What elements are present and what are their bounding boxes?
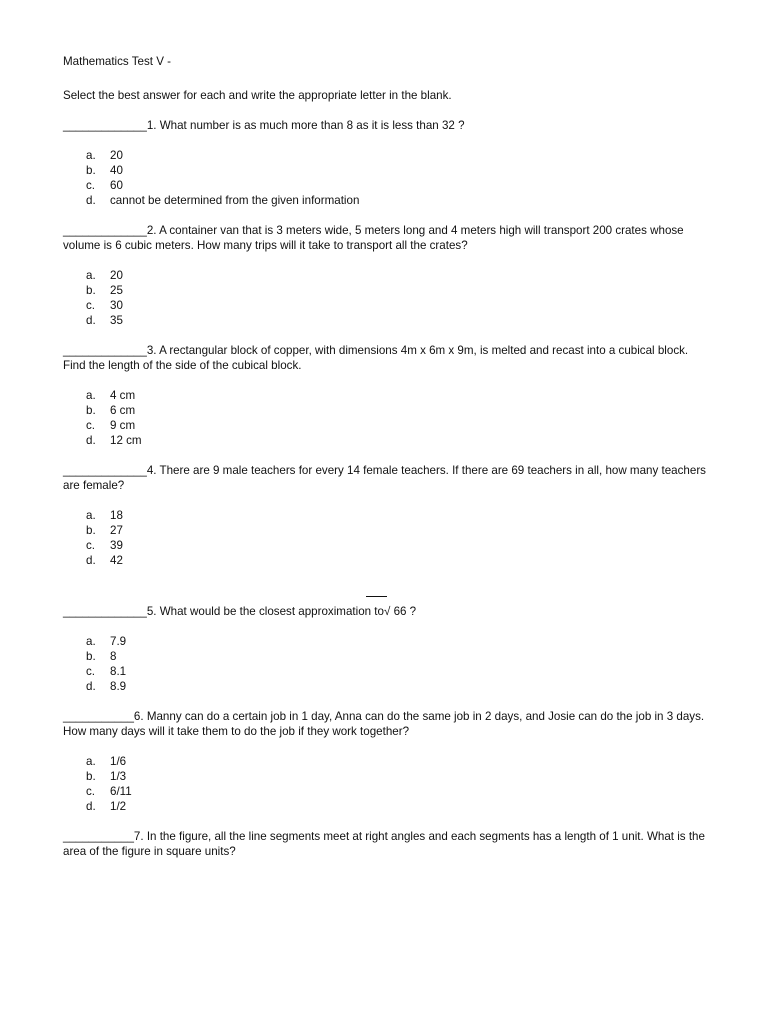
option-b: b. 40 [86, 164, 123, 177]
option-a: a. 20 [86, 149, 123, 162]
option-c: c. 60 [86, 179, 123, 192]
question-text: _____________5. What would be the closest approximation to√ 66 ? [63, 604, 713, 619]
option-c: c. 6/11 [86, 785, 132, 798]
option-b: b. 25 [86, 284, 123, 297]
question-text: _____________1. What number is as much more than 8 as it is less than 32 ? [63, 119, 465, 132]
option-c: c. 8.1 [86, 665, 127, 678]
option-c: c. 30 [86, 299, 123, 312]
question-2 [63, 223, 713, 328]
option-d: d. 42 [86, 554, 123, 567]
answer-options [63, 388, 713, 448]
option-a: a. 1/6 [86, 755, 127, 768]
question-text: ___________6. Manny can do a certain job in 1 day, Anna can do the same job in 2 days, and Josie can do the job in 3 days. How many days will it take them to do the job if they work together? [63, 710, 705, 738]
question-text: ___________7. In the figure, all the line segments meet at right angles and each segments has a length of 1 unit. What is the area of the figure in square units? [63, 830, 705, 858]
question-4 [63, 463, 713, 568]
question-5 [63, 604, 713, 694]
question-6 [63, 709, 713, 814]
question-7 [63, 829, 713, 859]
instructions: Select the best answer for each and write the appropriate letter in the blank. [63, 89, 452, 102]
option-b: b. 27 [86, 524, 123, 537]
answer-options [63, 754, 713, 814]
option-b: b. 6 cm [86, 404, 136, 417]
option-a: a. 18 [86, 509, 123, 522]
option-c: c. 9 cm [86, 419, 136, 432]
option-d: d. 12 cm [86, 434, 142, 447]
option-a: a. 4 cm [86, 389, 136, 402]
option-a: a. 20 [86, 269, 123, 282]
question-text: _____________4. There are 9 male teachers for every 14 female teachers. If there are 69 teachers in all, how many teachers are female? [63, 464, 706, 492]
test-title: Mathematics Test V - [63, 55, 172, 68]
answer-options [63, 508, 713, 568]
question-3 [63, 343, 713, 448]
answer-options [63, 634, 713, 694]
option-d: d. cannot be determined from the given information [86, 194, 360, 207]
option-d: d. 35 [86, 314, 123, 327]
question-text: _____________2. A container van that is 3 meters wide, 5 meters long and 4 meters high will transport 200 crates whose volume is 6 cubic meters. How many trips will it take to transport all the crates? [63, 224, 684, 252]
option-c: c. 39 [86, 539, 123, 552]
option-b: b. 1/3 [86, 770, 127, 783]
test-page [63, 54, 713, 874]
question-1 [63, 118, 713, 208]
radical-vinculum [366, 596, 387, 597]
option-d: d. 1/2 [86, 800, 127, 813]
option-a: a. 7.9 [86, 635, 127, 648]
answer-options [63, 268, 713, 328]
question-text: _____________3. A rectangular block of copper, with dimensions 4m x 6m x 9m, is melted and recast into a cubical block. Find the length of the side of the cubical block. [63, 344, 689, 372]
option-d: d. 8.9 [86, 680, 127, 693]
option-b: b. 8 [86, 650, 117, 663]
answer-options [63, 148, 713, 208]
